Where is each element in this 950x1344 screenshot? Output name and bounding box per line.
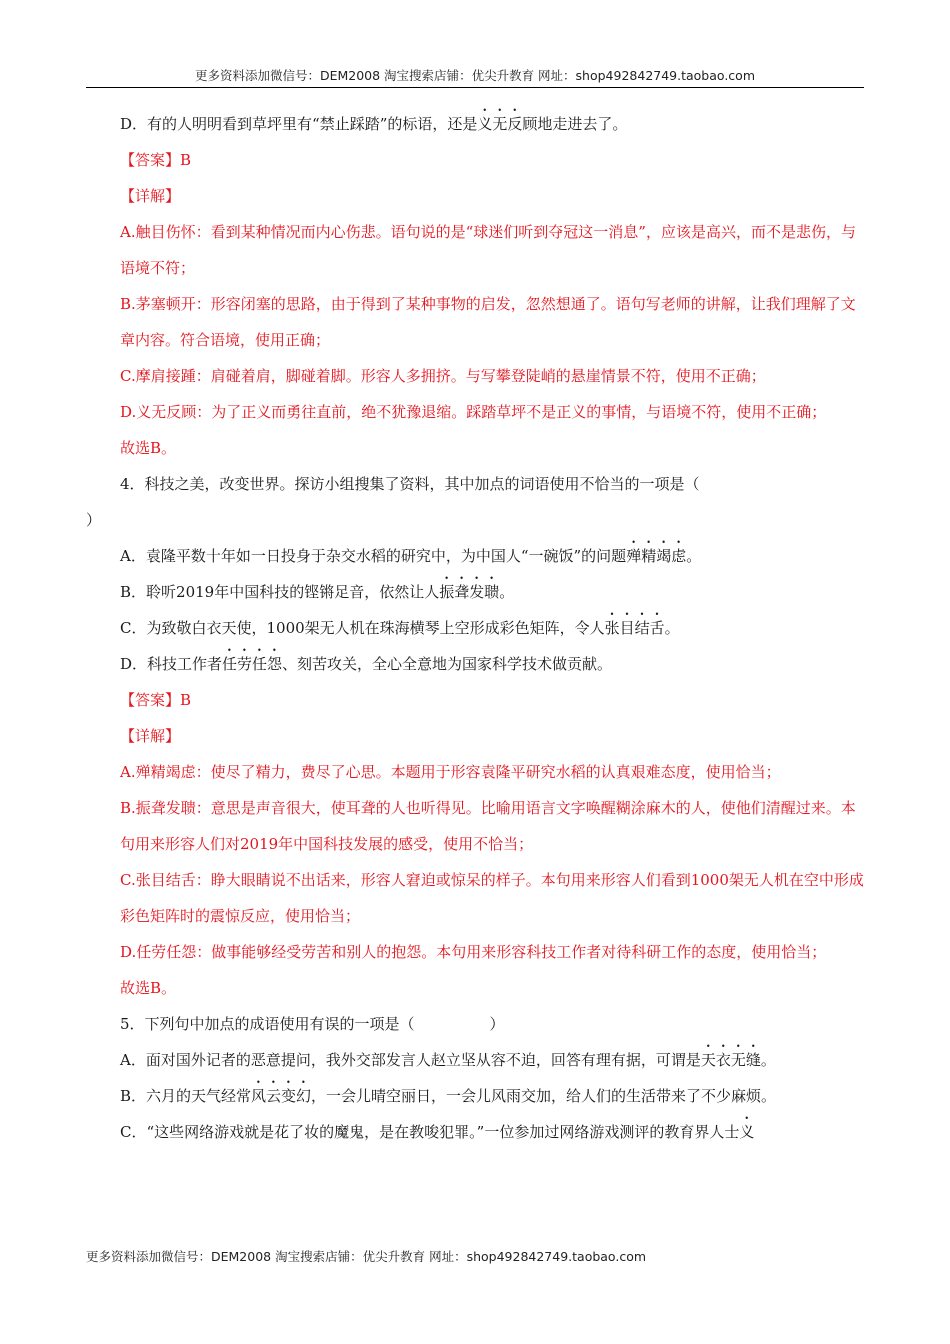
q5-option-c: C．“这些网络游戏就是花了妆的魔鬼，是在教唆犯罪。”一位参加过网络游戏测评的教育界人士义 bbox=[120, 1123, 755, 1141]
q4-conclusion: 故选B。 bbox=[120, 979, 177, 997]
q4-explanation-b: B.振聋发聩：意思是声音很大，使耳聋的人也听得见。比喻用语言文字唤醒糊涂麻木的人，使他们清醒过来。本句用来形容人们对2019年中国科技发展的感受，使用不恰当； bbox=[120, 799, 856, 853]
q5-stem: 5．下列句中加点的成语使用有误的一项是（ ） bbox=[120, 1015, 505, 1033]
q3-detail-heading: 【详解】 bbox=[120, 187, 181, 205]
q3-option-d: D．有的人明明看到草坪里有“禁止踩踏”的标语，还是义无反顾地走进去了。 bbox=[120, 115, 628, 133]
page-footer: 更多资料添加微信号：DEM2008 淘宝搜索店铺：优尖升教育 网址：shop492842749.taobao.com bbox=[86, 1249, 647, 1264]
header-divider bbox=[86, 87, 864, 88]
emphasis-dots: 天衣无缝 bbox=[700, 1051, 761, 1069]
q3-explanation-b: B.茅塞顿开：形容闭塞的思路，由于得到了某种事物的启发，忽然想通了。语句写老师的讲解，让我们理解了文章内容。符合语境，使用正确； bbox=[120, 295, 856, 349]
emphasis-dots: 张目结舌 bbox=[604, 619, 665, 637]
q4-option-c: C．为致敬白衣天使，1000架无人机在珠海横琴上空形成彩色矩阵，令人张目结舌。 bbox=[120, 619, 680, 637]
q4-explanation-a: A.殚精竭虑：使尽了精力，费尽了心思。本题用于形容袁隆平研究水稻的认真艰难态度，使用恰当； bbox=[120, 763, 781, 781]
q4-explanation-c: C.张目结舌：睁大眼睛说不出话来，形容人窘迫或惊呆的样子。本句用来形容人们看到1000架无人机在空中形成彩色矩阵时的震惊反应，使用恰当； bbox=[120, 871, 864, 925]
emphasis-dots: 风云变幻 bbox=[251, 1087, 312, 1105]
q5-option-b: B．六月的天气经常风云变幻，一会儿晴空丽日，一会儿风雨交加，给人们的生活带来了不少麻烦。 bbox=[120, 1087, 777, 1105]
q4-answer: 【答案】B bbox=[120, 691, 192, 709]
emphasis-dots: 振聋发聩 bbox=[439, 583, 500, 601]
q3-explanation-c: C.摩肩接踵：肩碰着肩，脚碰着脚。形容人多拥挤。与写攀登陡峭的悬崖情景不符，使用不正确； bbox=[120, 367, 766, 385]
q3-explanation-d: D.义无反顾：为了正义而勇往直前，绝不犹豫退缩。踩踏草坪不是正义的事情，与语境不符，使用不正确； bbox=[120, 403, 827, 421]
q4-stem: 4．科技之美，改变世界。探访小组搜集了资料，其中加点的词语使用不恰当的一项是（ bbox=[120, 475, 700, 493]
page-header: 更多资料添加微信号：DEM2008 淘宝搜索店铺：优尖升教育 网址：shop492842749.taobao.com bbox=[194, 68, 756, 83]
q4-explanation-d: D.任劳任怨：做事能够经受劳苦和别人的抱怨。本句用来形容科技工作者对待科研工作的态度，使用恰当； bbox=[120, 943, 827, 961]
q4-option-a: A．袁隆平数十年如一日投身于杂交水稻的研究中，为中国人“一碗饭”的问题殚精竭虑。 bbox=[120, 547, 702, 565]
emphasis-dots: 义 bbox=[739, 1123, 755, 1141]
q5-option-a: A．面对国外记者的恶意提问，我外交部发言人赵立坚从容不迫，回答有理有据，可谓是天衣无缝。 bbox=[120, 1051, 776, 1069]
q4-stem-end: ） bbox=[86, 511, 102, 529]
q3-answer: 【答案】B bbox=[120, 151, 192, 169]
q4-option-b: B．聆听2019年中国科技的铿锵足音，依然让人振聋发聩。 bbox=[120, 583, 515, 601]
document-body bbox=[86, 106, 864, 1150]
q4-option-d: D．科技工作者任劳任怨、刻苦攻关，全心全意地为国家科学技术做贡献。 bbox=[120, 655, 613, 673]
emphasis-dots: 殚精竭虑 bbox=[626, 547, 687, 565]
q4-detail-heading: 【详解】 bbox=[120, 727, 181, 745]
q3-conclusion: 故选B。 bbox=[120, 439, 177, 457]
emphasis-dots: 任劳任怨 bbox=[222, 655, 283, 673]
q3-explanation-a: A.触目伤怀：看到某种情况而内心伤悲。语句说的是“球迷们听到夺冠这一消息”，应该是高兴，而不是悲伤，与语境不符； bbox=[120, 223, 856, 277]
emphasis-dots: 义无反 bbox=[477, 115, 523, 133]
